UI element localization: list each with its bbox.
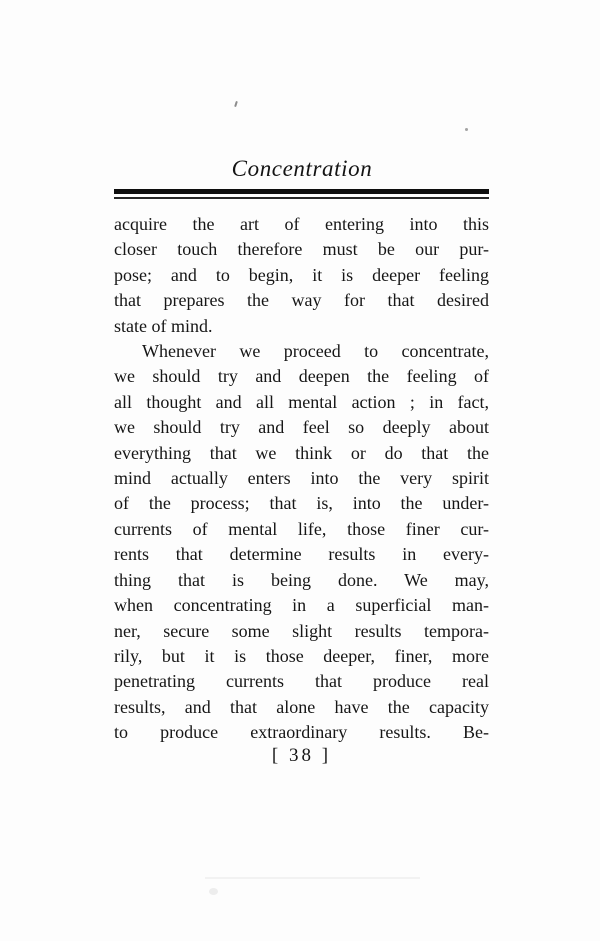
text-line: that prepares the way for that desired bbox=[114, 290, 489, 311]
scan-speck bbox=[234, 101, 238, 107]
text-line: everything that we think or do that the bbox=[114, 442, 489, 463]
text-line: mind actually enters into the very spirit bbox=[114, 468, 489, 489]
text-line: Whenever we proceed to concentrate, bbox=[142, 341, 489, 362]
text-line: of the process; that is, into the under- bbox=[114, 493, 489, 514]
text-line: to produce extraordinary results. Be- bbox=[114, 722, 489, 743]
text-line: closer touch therefore must be our pur- bbox=[114, 239, 489, 260]
header-rule-thick bbox=[114, 189, 489, 194]
text-line: rents that determine results in every- bbox=[114, 544, 489, 565]
scan-artifact-line bbox=[205, 877, 420, 879]
running-head: Concentration bbox=[231, 156, 373, 181]
text-line: all thought and all mental action ; in fact, bbox=[114, 391, 489, 412]
header-rule-thin bbox=[114, 197, 489, 199]
text-line: results, and that alone have the capacity bbox=[114, 696, 489, 717]
text-line: state of mind. bbox=[114, 315, 213, 336]
scan-smudge bbox=[209, 888, 218, 895]
body-text bbox=[114, 212, 489, 746]
text-line: pose; and to begin, it is deeper feeling bbox=[114, 264, 489, 285]
text-line: ner, secure some slight results tempora- bbox=[114, 620, 489, 641]
text-line: rily, but it is those deeper, finer, more bbox=[114, 645, 489, 666]
text-line: when concentrating in a superficial man- bbox=[114, 595, 489, 616]
text-line: penetrating currents that produce real bbox=[114, 671, 489, 692]
text-line: currents of mental life, those finer cur- bbox=[114, 518, 489, 539]
text-line: we should try and deepen the feeling of bbox=[114, 366, 489, 387]
page-number: [ 38 ] bbox=[271, 745, 332, 766]
scan-speck bbox=[465, 128, 468, 131]
text-line: thing that is being done. We may, bbox=[114, 569, 489, 590]
text-line: acquire the art of entering into this bbox=[114, 214, 489, 234]
text-line: we should try and feel so deeply about bbox=[114, 417, 489, 438]
